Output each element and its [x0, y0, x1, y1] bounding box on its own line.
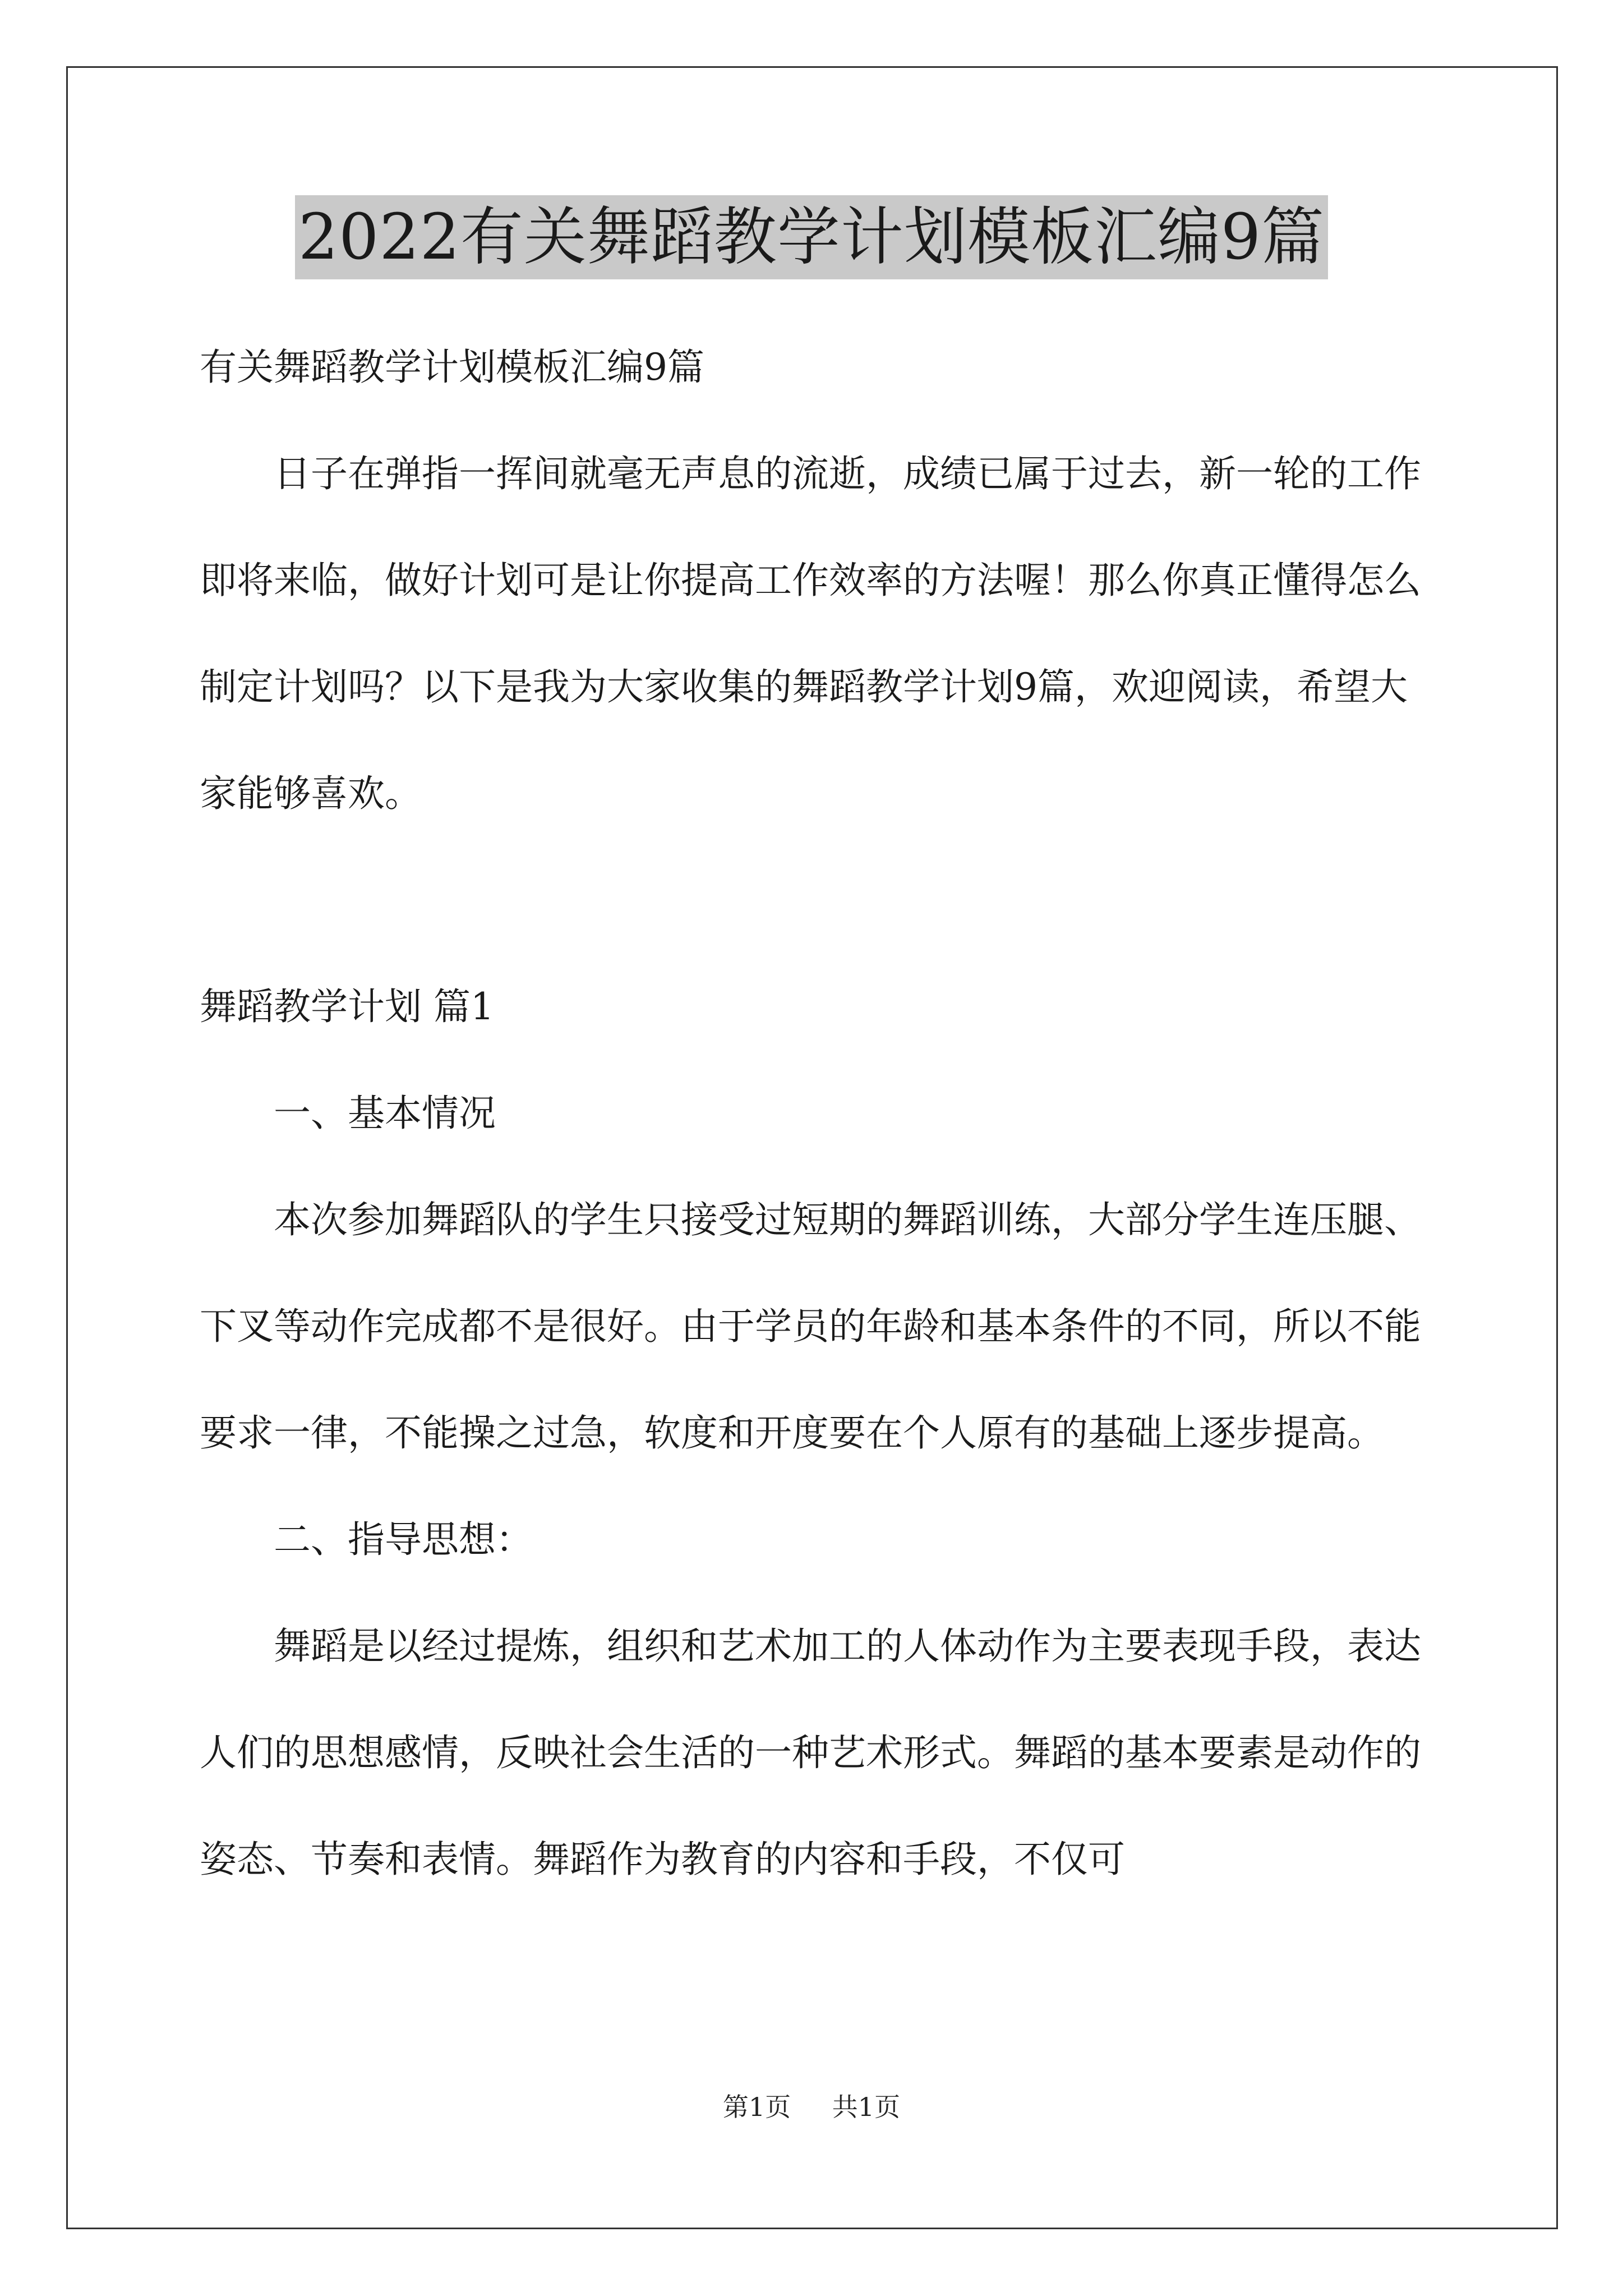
document-subtitle: 有关舞蹈教学计划模板汇编9篇 — [200, 346, 704, 389]
page-number: 第1页 — [722, 2092, 791, 2122]
title-container — [0, 195, 1623, 279]
guiding-thought-paragraph: 舞蹈是以经过提炼，组织和艺术加工的人体动作为主要表现手段，表达人们的思想感情，反映社会生活的一种艺术形式。舞蹈的基本要素是动作的姿态、节奏和表情。舞蹈作为教育的内容和手段，不仅可 — [200, 1625, 1421, 1881]
paragraph-gap — [200, 847, 1428, 954]
document-title: 2022有关舞蹈教学计划模板汇编9篇 — [295, 195, 1328, 279]
section-heading: 舞蹈教学计划 篇1 — [200, 985, 494, 1028]
heading-basic-situation: 一、基本情况 — [274, 1092, 496, 1135]
basic-situation-paragraph: 本次参加舞蹈队的学生只接受过短期的舞蹈训练，大部分学生连压腿、下叉等动作完成都不是很好。由于学员的年龄和基本条件的不同，所以不能要求一律，不能操之过急，软度和开度要在个人原有的基础上逐步提高。 — [200, 1198, 1421, 1455]
intro-paragraph: 日子在弹指一挥间就毫无声息的流逝，成绩已属于过去，新一轮的工作即将来临，做好计划可是让你提高工作效率的方法喔！那么你真正懂得怎么制定计划吗？以下是我为大家收集的舞蹈教学计划9篇，欢迎阅读，希望大家能够喜欢。 — [200, 452, 1421, 815]
page-footer — [0, 2090, 1623, 2124]
page-total: 共1页 — [832, 2092, 901, 2122]
heading-guiding-thought: 二、指导思想： — [274, 1518, 533, 1561]
document-body — [200, 314, 1428, 1913]
